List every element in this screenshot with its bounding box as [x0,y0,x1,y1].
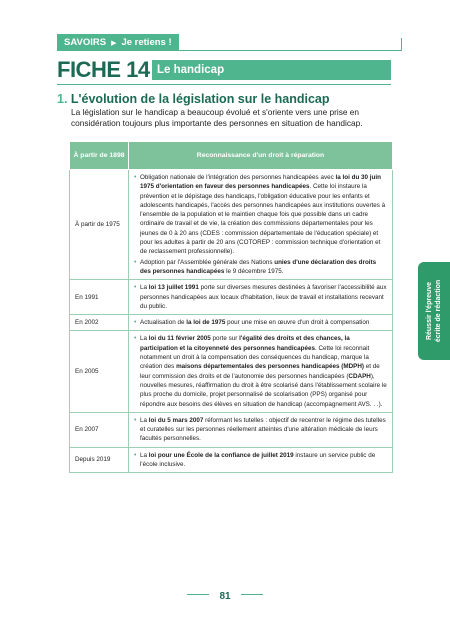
section-heading-number: 1. [57,92,68,106]
row-date: En 2007 [70,412,129,447]
subsection-label: Je retiens ! [121,37,172,48]
bullet-icon: • [134,319,137,327]
side-tab-line2: écrite de rédaction [435,279,442,343]
bullet-icon: • [134,451,137,459]
text-segment: réformant les tutelles : objectif de recentrer le régime des tutelles et curatelles sur les personnes réellement atteintes d'une altération médicale de leurs facultés personnelles. [140,416,386,443]
bullet-text [140,416,388,444]
row-date: À partir de 1975 [70,170,129,280]
bold-text: l'égalité des droits et des chances, la participation et la citoyenneté des personnes handicapées [140,335,350,352]
text-segment: La [140,451,149,459]
bullet-text [140,283,388,311]
text-segment: porte sur [210,335,240,343]
bullet-text [140,451,388,470]
bullet-item [134,416,388,444]
text-segment: La [140,335,149,343]
table-row [70,280,393,315]
text-segment: Obligation nationale de l'intégration des personnes handicapées avec [140,174,336,181]
text-segment: porte sur diverses mesures destinées à favoriser l'accessibilité aux personnes handicapées aux locaux d'habitation, lieux de travail et installations recevant du public. [140,284,387,310]
section-breadcrumb [57,34,179,51]
corner-mark [401,38,402,50]
text-segment: La [140,416,149,424]
row-description [129,447,393,473]
bullet-item [134,173,388,257]
row-description [129,170,393,280]
text-segment: ), nouvelles mesures, réaffirmation du droit à être scolarisé dans l'établissement scolaire le plus proche du domicile, projet personnalisé de scolarisation (PPS) organisé pour répondre aux besoins des élèves en situation de handicap (accompagnement AVS. . .). [140,372,387,408]
fiche-number: FICHE 14 [57,57,150,82]
bullet-text [140,173,388,257]
row-description [129,331,393,412]
text-segment: instaure un service public de l'école inclusive. [140,451,376,469]
bold-text: loi pour une École de la confiance de juillet 2019 [148,451,294,459]
row-date: Depuis 2019 [70,447,129,473]
table-header-description: Reconnaissance d'un droit à réparation [129,142,393,170]
bullet-icon: • [134,284,137,292]
bullet-icon: • [134,258,137,266]
text-segment: Adoption par l'Assemblée générale des Nations [140,258,275,266]
bullet-icon: • [134,416,137,424]
table-header-date: À partir de 1898 [70,142,129,170]
text-segment: et de leur commission des droits et de l'autonomie des personnes handicapées ( [140,363,380,380]
footer-rule-left [187,594,209,595]
bold-text: CDAPH [348,372,371,380]
intro-paragraph: La législation sur le handicap a beaucoup évolué et s'oriente vers une prise en considération toujours plus importante des personnes en situation de handicap. [71,107,363,128]
table-body [70,170,393,473]
side-tab-label [425,280,443,342]
text-segment: . Cette loi instaure la prévention et le dépistage des handicaps, l'obligation éducative pour les enfants et adolescents handicapés, l'accès des personnes handicapées aux institutions ouvertes à l'ensemble de la population et le maintien chaque fois que possible dans un cadre ordinaire de travail et de vie, la création des commissions départementales pour les jeunes de 0 à 20 ans (CDES : commission départementale de l'éducation spéciale) et pour les adultes à partir de 20 ans (COTOREP : commission technique d'orientation et de reclassement professionnelle). [140,183,386,256]
section-heading-title: L'évolution de la législation sur le handicap [70,92,330,106]
fiche-rule [57,84,391,85]
bullet-item [134,283,388,311]
table-header-row [70,142,393,170]
footer-rule-right [241,594,263,595]
header-rule [57,50,402,51]
side-tab[interactable] [418,262,450,360]
bullet-text [140,258,388,277]
bold-text: loi 13 juillet 1991 [148,284,199,292]
bold-text: la loi de 1975 [186,319,226,327]
section-heading [57,92,330,106]
bullet-item [134,258,388,277]
bullet-text [140,318,369,327]
bullet-text [140,334,388,408]
bold-text: la loi du 30 juin 1975 d'orientation en faveur des personnes handicapées [140,174,381,191]
bold-text: unies d'une déclaration des droits des personnes handicapées [140,258,377,275]
page-footer [0,586,450,604]
text-segment: pour une mise en œuvre d'un droit à compensation [225,319,370,327]
bullet-icon: • [134,174,137,181]
bold-text: loi du 11 février 2005 [148,335,211,343]
row-description [129,315,393,331]
section-label: SAVOIRS [64,37,107,48]
text-segment: La [140,284,149,292]
bullet-item [134,451,388,470]
row-date: En 2002 [70,315,129,331]
row-date: En 2005 [70,331,129,412]
bold-text: loi du 5 mars 2007 [148,416,204,424]
row-date: En 1991 [70,280,129,315]
bullet-item [134,318,388,327]
bold-text: maisons départementales des personnes handicapées (MDPH) [176,363,364,371]
legislation-table [69,141,393,473]
table-row [70,331,393,412]
row-description [129,412,393,447]
bullet-icon: • [134,335,137,343]
page-number: 81 [219,591,231,602]
row-description [129,280,393,315]
table-row [70,315,393,331]
text-segment: Actualisation de [140,319,187,327]
bullet-item [134,334,388,408]
table-row [70,412,393,447]
table-row [70,447,393,473]
play-arrow-icon: ▶ [111,39,117,47]
table-row [70,170,393,280]
text-segment: le 9 décembre 1975. [224,267,284,275]
fiche-title: Le handicap [152,60,391,80]
side-tab-line1: Réussir l'épreuve [426,281,433,341]
text-segment: . Cette loi reconnait notamment un droit à la compensation des conséquences du handicap, marque la création des [140,344,370,371]
